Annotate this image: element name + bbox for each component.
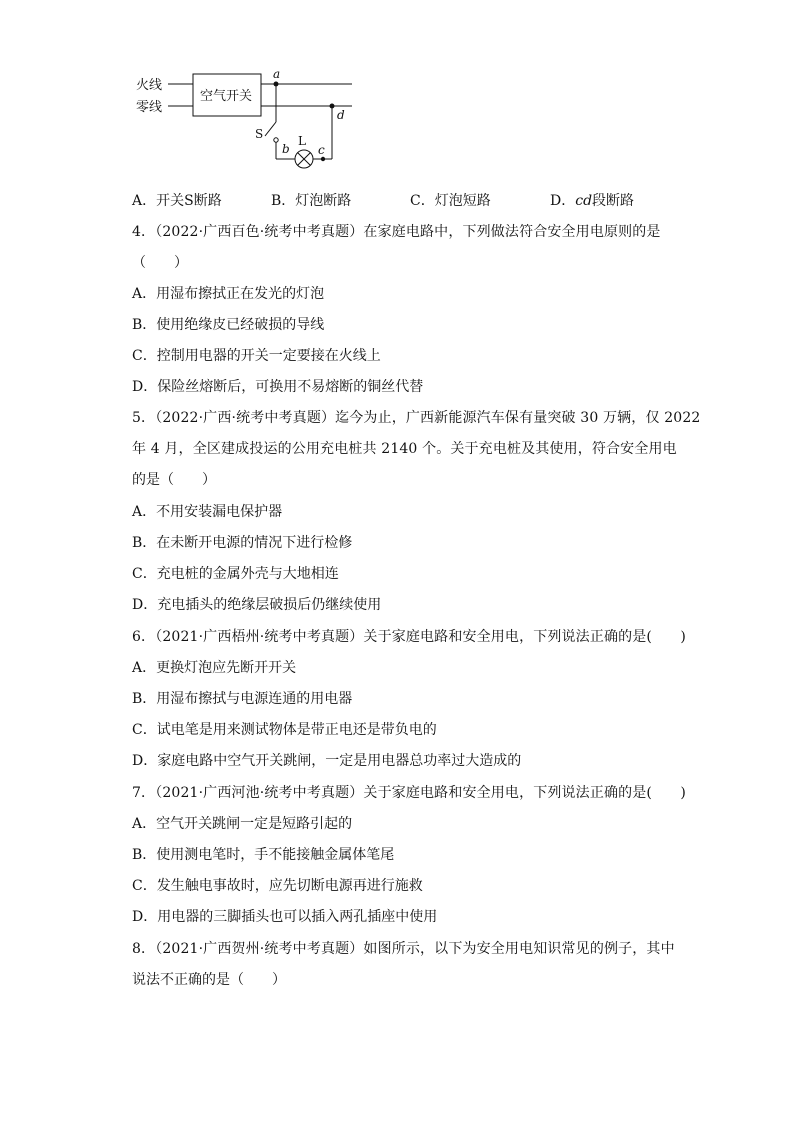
- q3-option-d: [550, 190, 634, 212]
- label-a: a: [273, 67, 281, 81]
- q3-option-d-prefix: D．: [550, 193, 576, 209]
- q6-option-c: C．试电笔是用来测试物体是带正电还是带负电的: [132, 722, 437, 738]
- q6-option-a: A．更换灯泡应先断开开关: [132, 660, 297, 676]
- q8-stem-line-1: 8．（2021·广西贺州·统考中考真题）如图所示，以下为安全用电知识常见的例子，其中: [132, 941, 675, 957]
- q6-option-d: D．家庭电路中空气开关跳闸，一定是用电器总功率过大造成的: [132, 753, 522, 769]
- q3-option-a: A．开关S断路: [132, 193, 222, 209]
- label-c: c: [318, 143, 325, 157]
- live-wire-label: 火线: [136, 78, 163, 93]
- switch-blade: [265, 122, 276, 136]
- q4-option-a: A．用湿布擦拭正在发光的灯泡: [132, 286, 325, 302]
- q7-option-b: B．使用测电笔时，手不能接触金属体笔尾: [132, 847, 395, 863]
- neutral-wire-label: 零线: [136, 100, 163, 115]
- q4-option-d: D．保险丝熔断后，可换用不易熔断的铜丝代替: [132, 379, 424, 395]
- node-c: [321, 157, 325, 161]
- q7-option-c: C．发生触电事故时，应先切断电源再进行施救: [132, 878, 423, 894]
- q3-option-d-suffix: 段断路: [592, 193, 635, 209]
- q5-stem-line-3: 的是（ ）: [132, 472, 216, 488]
- q5-stem-line-2: 年 4 月，全区建成投运的公用充电桩共 2140 个。关于充电桩及其使用，符合安全用电: [132, 441, 677, 457]
- q8-stem-line-2: 说法不正确的是（ ）: [132, 972, 286, 988]
- label-b: b: [282, 142, 290, 156]
- q7-option-a: A．空气开关跳闸一定是短路引起的: [132, 816, 353, 832]
- q6-stem-line-1: 6．（2021·广西梧州·统考中考真题）关于家庭电路和安全用电，下列说法正确的是( ): [132, 629, 686, 645]
- q3-option-c: C．灯泡短路: [410, 193, 491, 209]
- switch-label: S: [255, 127, 264, 141]
- breaker-label: 空气开关: [200, 89, 253, 104]
- circuit-diagram: [130, 66, 360, 178]
- q5-option-d: D．充电插头的绝缘层破损后仍继续使用: [132, 597, 382, 613]
- q3-option-d-italic: cd: [575, 193, 593, 209]
- label-d: d: [337, 108, 345, 122]
- q3-option-b: B．灯泡断路: [271, 193, 352, 209]
- q5-option-c: C．充电桩的金属外壳与大地相连: [132, 566, 339, 582]
- q4-option-c: C．控制用电器的开关一定要接在火线上: [132, 348, 381, 364]
- q5-option-a: A．不用安装漏电保护器: [132, 504, 283, 520]
- q6-option-b: B．用湿布擦拭与电源连通的用电器: [132, 691, 353, 707]
- q4-option-b: B．使用绝缘皮已经破损的导线: [132, 317, 325, 333]
- q7-stem-line-1: 7．（2021·广西河池·统考中考真题）关于家庭电路和安全用电，下列说法正确的是( ): [132, 785, 686, 801]
- q5-option-b: B．在未断开电源的情况下进行检修: [132, 535, 353, 551]
- q5-stem-line-1: 5．（2022·广西·统考中考真题）迄今为止，广西新能源汽车保有量突破 30 万辆，仅 2022: [132, 410, 701, 426]
- q4-stem-line-1: 4．（2022·广西百色·统考中考真题）在家庭电路中，下列做法符合安全用电原则的是: [132, 224, 661, 240]
- q7-option-d: D．用电器的三脚插头也可以插入两孔插座中使用: [132, 909, 438, 925]
- switch-contact: [274, 138, 278, 142]
- q3-options: [132, 190, 692, 212]
- lamp-label: L: [298, 134, 306, 148]
- q4-stem-line-2: （ ）: [132, 255, 188, 271]
